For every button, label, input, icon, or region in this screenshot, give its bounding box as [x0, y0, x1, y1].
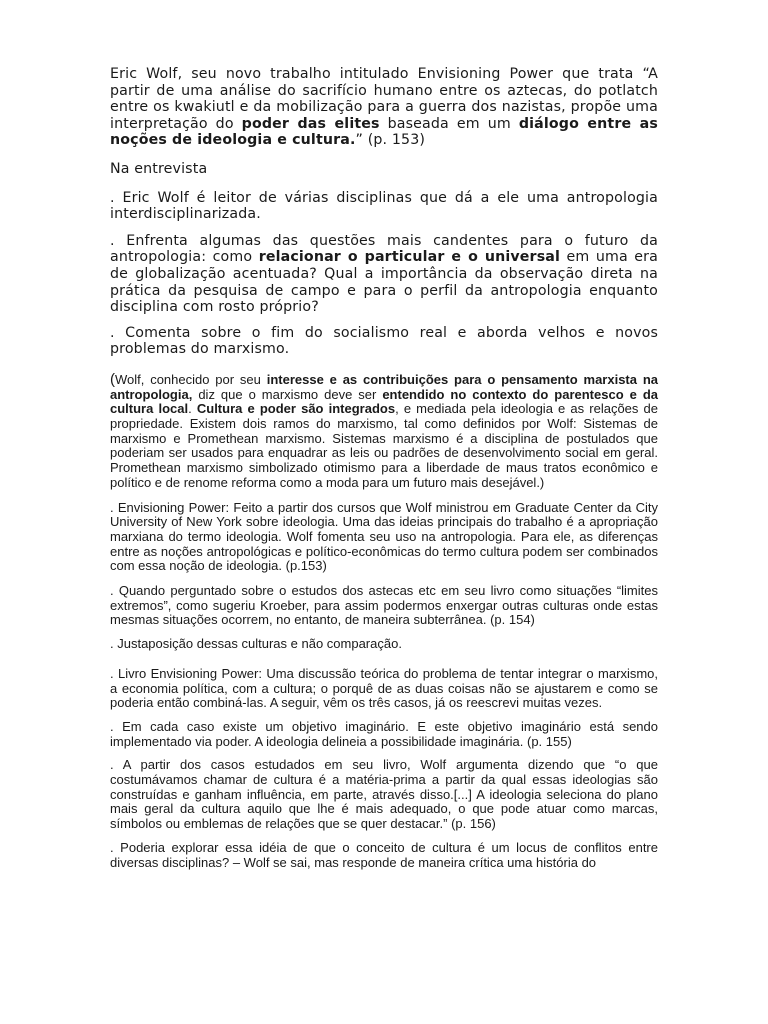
- text-segment: . Justaposição dessas culturas e não comparação.: [110, 636, 402, 652]
- bold-text-segment: relacionar o particular e o universal: [258, 249, 561, 266]
- text-segment: . Em cada caso existe um objetivo imaginário. E este objetivo imaginário está sendo implementado via poder. A ideologia delineia a possibilidade imaginária. (p. 155): [110, 718, 658, 749]
- text-segment: baseada em um: [379, 115, 519, 132]
- text-segment: (: [110, 370, 115, 388]
- section-heading-na-entrevista: [110, 161, 658, 178]
- bold-text-segment: entendido no contexto do parentesco e da cultura local: [110, 386, 659, 417]
- text-segment: . Poderia explorar essa idéia de que o conceito de cultura é um locus de conflitos entre diversas disciplinas? – Wolf se sai, mas responde de maneira crítica uma história do: [110, 839, 658, 870]
- text-segment: Na entrevista: [110, 160, 208, 177]
- intro-paragraph: [110, 66, 658, 149]
- text-segment: . Comenta sobre o fim do socialismo real e aborda velhos e novos problemas do marxismo.: [110, 324, 658, 358]
- paragraph-astecas: [110, 584, 658, 628]
- text-segment: . Envisioning Power: Feito a partir dos cursos que Wolf ministrou em Graduate Center da City University of New York sobre ideologia. Uma das ideias principais do trabalho é a apropriação marxiana do termo ideologia. Wolf fomenta seu uso na antropologia. Para ele, as diferenças entre as noções antropológicas e político-econômicas do termo cultura podem ser combinados com essa noção de ideologia. (p.153): [110, 499, 658, 574]
- interview-summary-section: [110, 66, 658, 358]
- text-segment: . Quando perguntado sobre o estudos dos astecas etc em seu livro como situações “limites extremos”, como sugeriu Kroeber, para assim podermos enxergar outras culturas onde estas mesmas situações ocorrem, no entanto, de maneira subterrânea. (p. 154): [110, 583, 658, 628]
- paragraph-justaposicao: [110, 637, 658, 652]
- paragraph-conflitos: [110, 841, 658, 870]
- paragraph-comenta: [110, 325, 658, 358]
- paragraph-enfrenta: [110, 233, 658, 316]
- text-segment: . Enfrenta algumas das questões mais candentes para o futuro da antropologia: como: [110, 232, 658, 266]
- text-segment: . Eric Wolf é leitor de várias disciplinas que dá a ele uma antropologia interdisciplinarizada.: [110, 189, 658, 223]
- text-segment: Wolf, conhecido por seu: [115, 371, 267, 387]
- paragraph-livro: [110, 667, 658, 711]
- bold-text-segment: diálogo entre as noções de ideologia e cultura.: [110, 115, 658, 149]
- paragraph-wolf-marxismo: [110, 370, 659, 491]
- text-segment: . Livro Envisioning Power: Uma discussão teórica do problema de tentar integrar o marxismo, a economia política, com a cultura; o porquê de as duas coisas não se ajustarem e como se poderia então combiná-las. A seguir, vêm os três casos, já os reescrevi muitas vezes.: [110, 665, 658, 711]
- text-segment: ” (p. 153): [355, 132, 426, 149]
- text-segment: . A partir dos casos estudados em seu livro, Wolf argumenta dizendo que “o que costumávamos chamar de cultura é a matéria-prima a partir da qual essas ideologias são construídas e ganham influência, em parte, através disso.[...] A ideologia seleciona do plano mais geral da cultura aquilo que lhe é mais adequado, o que pode atuar como marcas, símbolos ou emblemas de relações que se quer destacar.” (p. 156): [110, 757, 658, 832]
- text-segment: , e mediada pela ideologia e as relações de propriedade. Existem dois ramos do marxismo, tal como definidos por Wolf: Sistemas de marxismo e Promethean marxismo. Sistemas marxismo é a disciplina de postulados que poderiam ser usados para enquadrar as leis ou padrões de desenvolvimento social em geral. Promethean marxismo simbolizado otimismo para a liberdade de maus tratos econômico e político e de renome reforma como a moda para um futuro mais desejável.): [110, 401, 658, 490]
- text-segment: diz que o marxismo deve ser: [192, 386, 383, 402]
- paragraph-casos: [110, 758, 658, 832]
- bold-text-segment: interesse e as contribuições para o pensamento marxista na antropologia,: [110, 371, 658, 402]
- paragraph-envisioning-power: [110, 501, 658, 575]
- text-segment: Eric Wolf, seu novo trabalho intitulado Envisioning Power que trata “A partir de uma análise do sacrifício humano entre os aztecas, do potlatch entre os kwakiutl e da mobilização para a guerra dos nazistas, propõe uma interpretação do: [110, 66, 658, 132]
- text-segment: em uma era de globalização acentuada? Qual a importância da observação direta na prática da pesquisa de campo e para o perfil da antropologia enquanto disciplina com rosto próprio?: [110, 249, 659, 316]
- bold-text-segment: Cultura e poder são integrados: [196, 401, 396, 417]
- bold-text-segment: poder das elites: [241, 115, 380, 132]
- paragraph-objetivo: [110, 720, 658, 749]
- notes-section: [110, 370, 659, 870]
- paragraph-leitor: [110, 190, 658, 223]
- text-segment: .: [188, 401, 197, 417]
